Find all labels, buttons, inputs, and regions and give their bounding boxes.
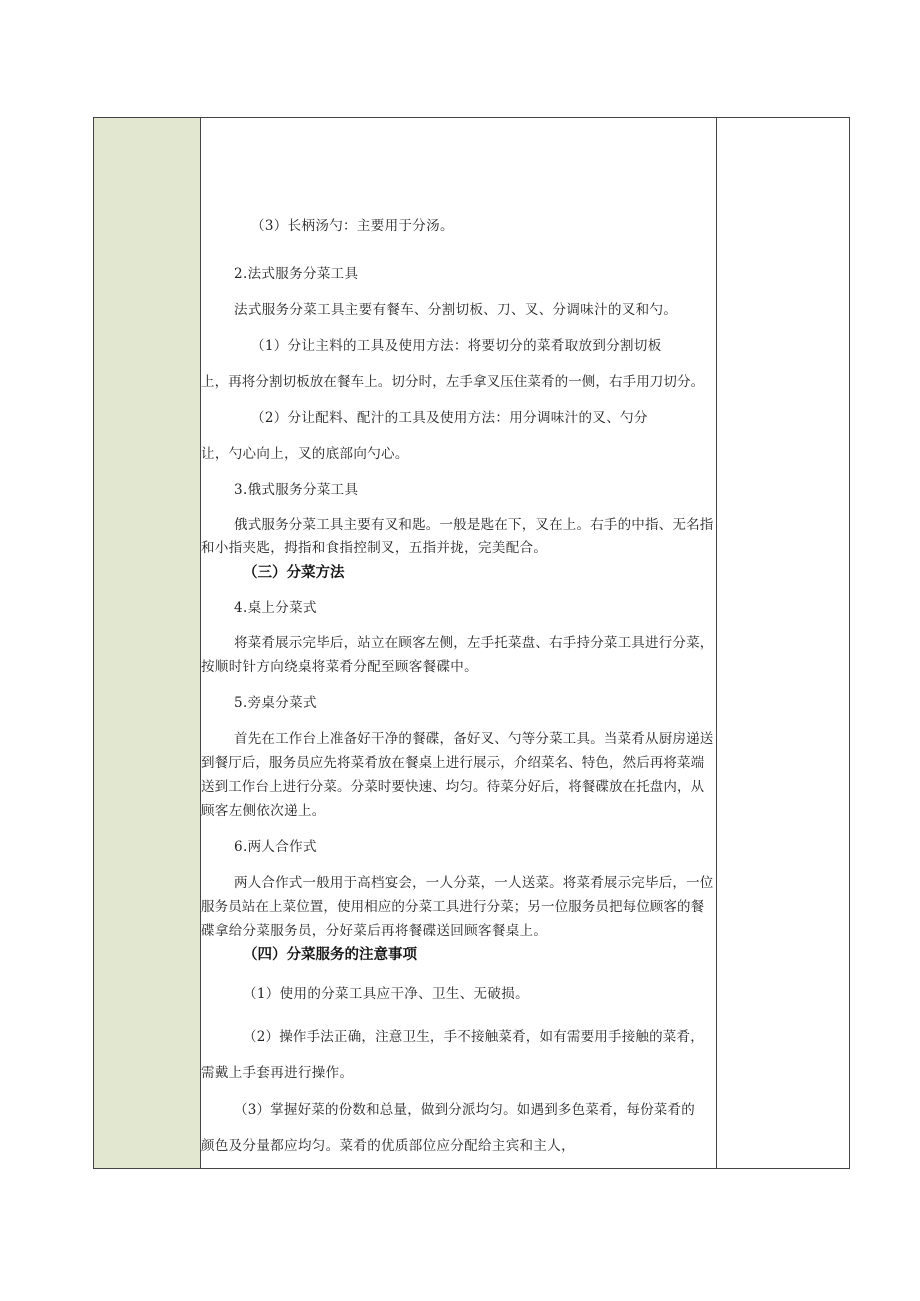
paragraph-line: 俄式服务分菜工具主要有叉和匙。一般是匙在下，叉在上。右手的中指、无名指	[234, 517, 714, 533]
paragraph-line: 首先在工作台上准备好干净的餐碟，备好叉、勺等分菜工具。当菜肴从厨房递送	[234, 731, 714, 747]
paragraph-line: 上，再将分割切板放在餐车上。切分时，左手拿叉压住菜肴的一侧，右手用刀切分。	[201, 374, 705, 390]
paragraph-line: 两人合作式一般用于高档宴会，一人分菜，一人送菜。将菜肴展示完毕后，一位	[234, 875, 714, 891]
paragraph-line: （1）使用的分菜工具应干净、卫生、无破损。	[243, 986, 529, 1002]
section-heading: 5.旁桌分菜式	[234, 695, 317, 711]
paragraph-line: 服务员站在上菜位置，使用相应的分菜工具进行分菜；另一位服务员把每位顾客的餐	[201, 899, 705, 915]
paragraph-line: （3）掌握好菜的份数和总量，做到分派均匀。如遇到多色菜肴，每份菜肴的	[234, 1102, 695, 1118]
left-label-column	[94, 118, 201, 1168]
section-heading: 6.两人合作式	[234, 839, 317, 855]
paragraph-line: 让，勺心向上，叉的底部向勺心。	[201, 446, 409, 462]
paragraph-line: 颜色及分量都应均匀。菜肴的优质部位应分配给主宾和主人，	[201, 1138, 575, 1154]
paragraph-line: 到餐厅后，服务员应先将菜肴放在餐桌上进行展示，介绍菜名、特色，然后再将菜端	[201, 755, 705, 771]
section-heading: 3.俄式服务分菜工具	[234, 482, 359, 498]
paragraph-line: 需戴上手套再进行操作。	[201, 1065, 354, 1081]
subsection-title: （三）分菜方法	[243, 565, 345, 581]
paragraph-line: （2）分让配料、配汁的工具及使用方法：用分调味汁的叉、勺分	[251, 410, 648, 426]
right-notes-column	[716, 118, 849, 1168]
paragraph-line: 顾客左侧依次递上。	[201, 803, 326, 819]
paragraph-line: 碟拿给分菜服务员，分好菜后再将餐碟送回顾客餐桌上。	[201, 923, 548, 939]
section-heading: 2.法式服务分菜工具	[234, 266, 359, 282]
paragraph-line: 按顺时针方向绕桌将菜肴分配至顾客餐碟中。	[201, 659, 478, 675]
paragraph-line: （3）长柄汤勺：主要用于分汤。	[251, 218, 454, 234]
paragraph-line: 送到工作台上进行分菜。分菜时要快速、均匀。待菜分好后，将餐碟放在托盘内，从	[201, 779, 705, 795]
paragraph-line: 法式服务分菜工具主要有餐车、分割切板、刀、叉、分调味汁的叉和勺。	[234, 302, 678, 318]
paragraph-line: （1）分让主料的工具及使用方法：将要切分的菜肴取放到分割切板	[251, 338, 662, 354]
table-frame	[93, 117, 850, 1169]
content-cell	[201, 118, 716, 1168]
subsection-title: （四）分菜服务的注意事项	[243, 947, 417, 963]
paragraph-line: 和小指夹匙，拇指和食指控制叉，五指并拢，完美配合。	[201, 540, 548, 556]
paragraph-line: 将菜肴展示完毕后，站立在顾客左侧，左手托菜盘、右手持分菜工具进行分菜，	[234, 635, 714, 651]
section-heading: 4.桌上分菜式	[234, 600, 317, 616]
paragraph-line: （2）操作手法正确，注意卫生，手不接触菜肴，如有需要用手接触的菜肴，	[243, 1029, 704, 1045]
